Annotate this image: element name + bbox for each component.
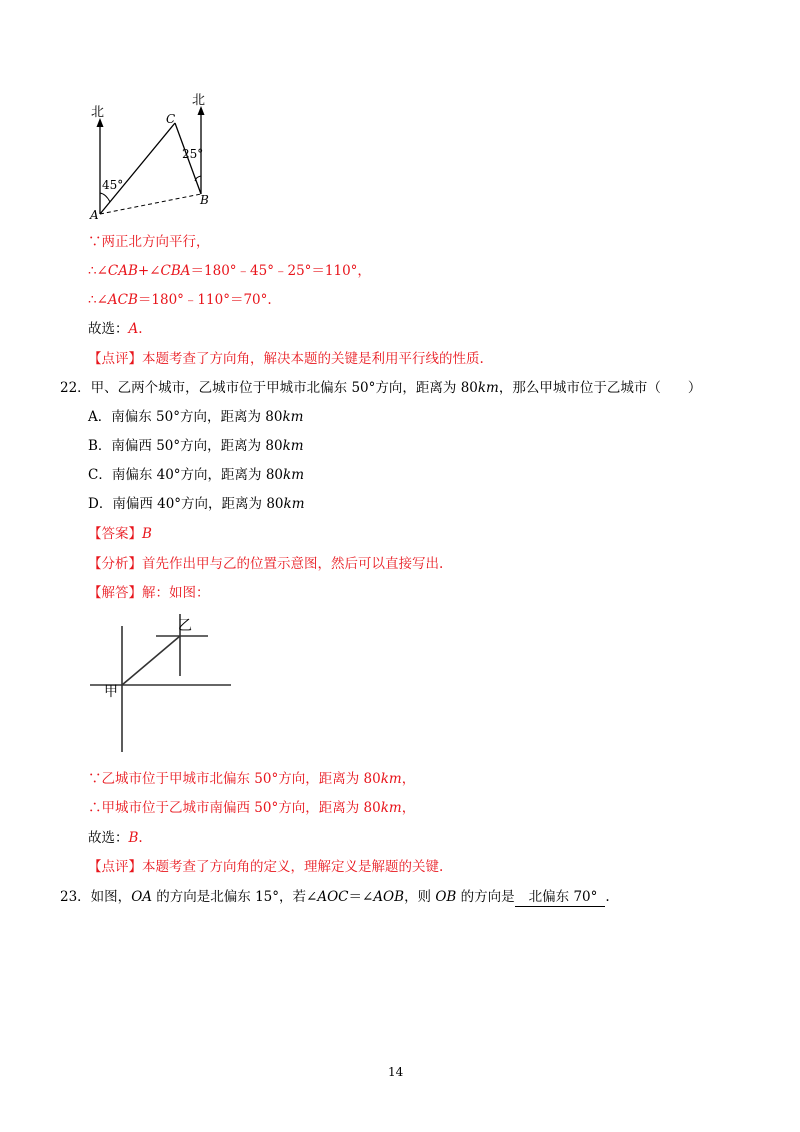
q22-reason-line-2: ∴甲城市位于乙城市南偏西 50°方向，距离为 80km， bbox=[88, 800, 416, 816]
point-label-a: A bbox=[90, 208, 99, 222]
north-label-right: 北 bbox=[192, 93, 206, 108]
q22-choice: 故选：B. bbox=[88, 830, 143, 846]
page-number: 14 bbox=[388, 1065, 404, 1079]
angle-label-a: 45° bbox=[102, 178, 124, 192]
angle-label-b: 25° bbox=[182, 147, 204, 161]
north-label-left: 北 bbox=[91, 105, 105, 120]
q22-stem: 22．甲、乙两个城市，乙城市位于甲城市北偏东 50°方向，距离为 80km，那么甲城市位于乙城市（ ） bbox=[60, 380, 702, 396]
q22-analysis: 【分析】首先作出甲与乙的位置示意图，然后可以直接写出. bbox=[88, 556, 444, 572]
direction-angle-figure-abc bbox=[84, 90, 224, 222]
point-label-c: C bbox=[166, 112, 176, 126]
q21-choice: 故选：A. bbox=[88, 321, 143, 337]
point-label-b: B bbox=[200, 193, 209, 207]
q22-option-c: C．南偏东 40°方向，距离为 80km bbox=[88, 467, 305, 483]
q22-answer: 【答案】B bbox=[88, 526, 152, 542]
q21-reason-line-2: ∴∠CAB+∠CBA＝180°﹣45°﹣25°＝110°， bbox=[88, 263, 371, 279]
q22-reason-line-1: ∵乙城市位于甲城市北偏东 50°方向，距离为 80km， bbox=[88, 771, 416, 787]
q22-comment: 【点评】本题考查了方向角的定义，理解定义是解题的关键. bbox=[88, 859, 444, 875]
q21-reason-line-1: ∵两正北方向平行， bbox=[88, 234, 210, 250]
q22-solution: 【解答】解：如图： bbox=[88, 585, 210, 601]
q23-stem: 23．如图，OA 的方向是北偏东 15°，若∠AOC＝∠AOB，则 OB 的方向是 北偏东 70° . bbox=[60, 889, 610, 905]
q22-option-a: A．南偏东 50°方向，距离为 80km bbox=[88, 409, 304, 425]
q22-option-b: B．南偏西 50°方向，距离为 80km bbox=[88, 438, 304, 454]
jia-yi-position-figure bbox=[88, 612, 238, 757]
q23-answer-blank: 北偏东 70° bbox=[515, 888, 606, 907]
q21-comment: 【点评】本题考查了方向角，解决本题的关键是利用平行线的性质. bbox=[88, 351, 484, 367]
city-label-jia: 甲 bbox=[104, 684, 118, 700]
city-label-yi: 乙 bbox=[178, 618, 192, 634]
q22-option-d: D．南偏西 40°方向，距离为 80km bbox=[88, 496, 305, 512]
q21-reason-line-3: ∴∠ACB＝180°﹣110°＝70°. bbox=[88, 292, 272, 308]
